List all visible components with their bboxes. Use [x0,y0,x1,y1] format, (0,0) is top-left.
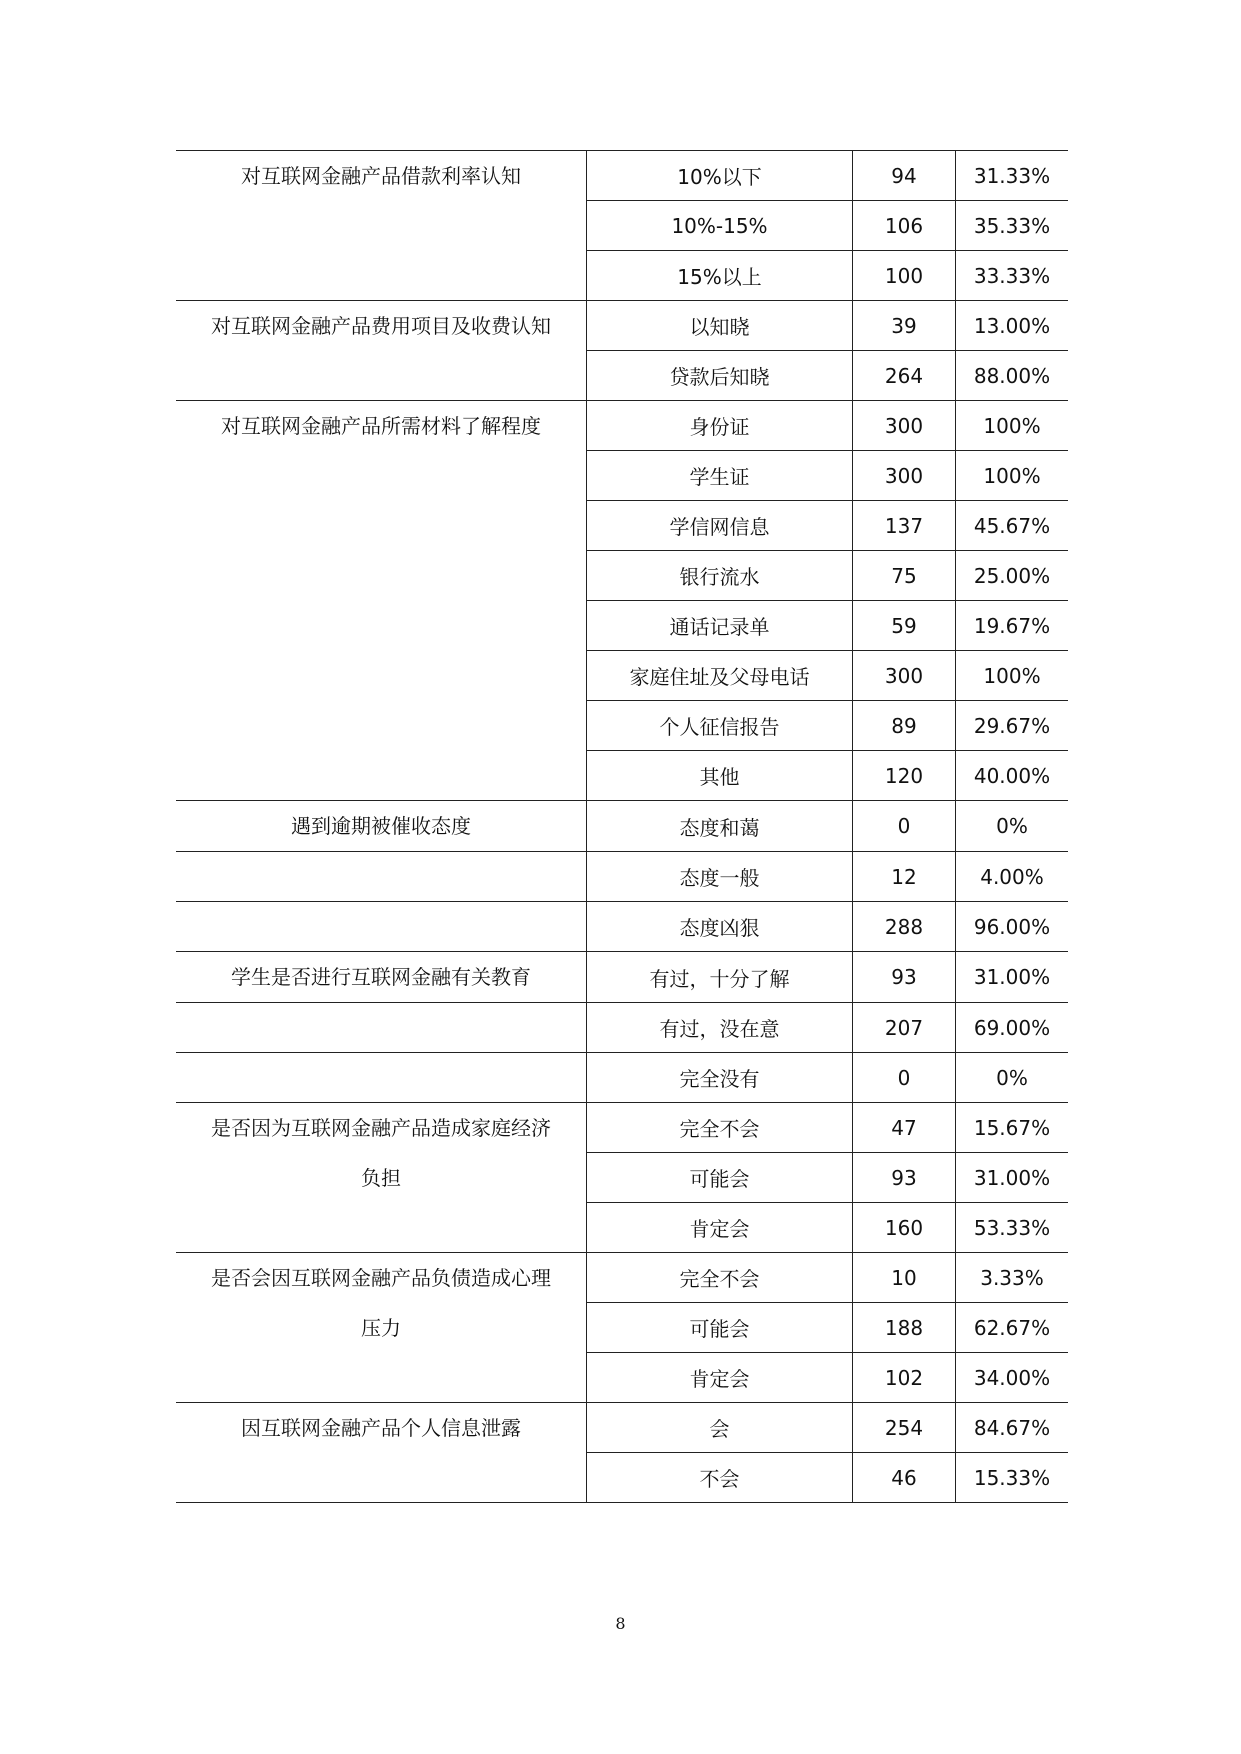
option-cell: 态度凶狠 [587,902,853,952]
percent-cell: 88.00% [956,351,1069,401]
percent-cell: 40.00% [956,751,1069,801]
count-cell: 47 [853,1103,956,1153]
count-cell: 89 [853,701,956,751]
table-row [176,1053,1068,1103]
count-cell: 0 [853,1053,956,1103]
percent-cell: 62.67% [956,1303,1069,1353]
option-cell: 贷款后知晓 [587,351,853,401]
question-cell [176,151,587,301]
percent-cell: 29.67% [956,701,1069,751]
question-text: 压力 [361,1316,401,1340]
count-cell: 264 [853,351,956,401]
question-cell [176,1403,587,1503]
count-cell: 300 [853,401,956,451]
percent-cell: 33.33% [956,251,1069,301]
option-cell: 可能会 [587,1303,853,1353]
option-cell: 身份证 [587,401,853,451]
option-cell: 肯定会 [587,1353,853,1403]
percent-cell: 15.67% [956,1103,1069,1153]
count-cell: 188 [853,1303,956,1353]
percent-cell: 100% [956,401,1069,451]
option-cell: 完全没有 [587,1053,853,1103]
question-text: 对互联网金融产品费用项目及收费认知 [211,314,551,338]
count-cell: 207 [853,1003,956,1053]
count-cell: 160 [853,1203,956,1253]
percent-cell: 100% [956,451,1069,501]
table-row [176,1403,1068,1453]
option-cell: 可能会 [587,1153,853,1203]
count-cell: 93 [853,952,956,1003]
question-text: 遇到逾期被催收态度 [291,814,471,838]
percent-cell: 35.33% [956,201,1069,251]
percent-cell: 34.00% [956,1353,1069,1403]
option-cell: 完全不会 [587,1253,853,1303]
option-cell: 有过，十分了解 [587,952,853,1003]
page-number: 8 [615,1614,626,1633]
count-cell: 100 [853,251,956,301]
option-cell: 学信网信息 [587,501,853,551]
option-cell: 银行流水 [587,551,853,601]
empty-question-cell [176,1003,587,1053]
count-cell: 254 [853,1403,956,1453]
count-cell: 59 [853,601,956,651]
question-text: 对互联网金融产品所需材料了解程度 [221,414,541,438]
percent-cell: 53.33% [956,1203,1069,1253]
question-text: 负担 [361,1166,401,1190]
question-cell [176,401,587,801]
count-cell: 102 [853,1353,956,1403]
count-cell: 137 [853,501,956,551]
question-text: 对互联网金融产品借款利率认知 [241,164,521,188]
count-cell: 300 [853,451,956,501]
survey-results-table [176,150,1068,1503]
count-cell: 10 [853,1253,956,1303]
table-row [176,1253,1068,1303]
percent-cell: 69.00% [956,1003,1069,1053]
percent-cell: 0% [956,801,1069,852]
question-text: 因互联网金融产品个人信息泄露 [241,1416,521,1440]
option-cell: 态度一般 [587,852,853,902]
option-cell: 家庭住址及父母电话 [587,651,853,701]
option-cell: 10%-15% [587,201,853,251]
percent-cell: 31.33% [956,151,1069,201]
count-cell: 46 [853,1453,956,1503]
empty-question-cell [176,902,587,952]
empty-question-cell [176,852,587,902]
count-cell: 75 [853,551,956,601]
count-cell: 0 [853,801,956,852]
question-cell [176,1103,587,1253]
option-cell: 以知晓 [587,301,853,351]
count-cell: 94 [853,151,956,201]
count-cell: 300 [853,651,956,701]
option-cell: 态度和蔼 [587,801,853,852]
percent-cell: 4.00% [956,852,1069,902]
percent-cell: 25.00% [956,551,1069,601]
percent-cell: 13.00% [956,301,1069,351]
question-cell [176,801,587,852]
table-row [176,1103,1068,1153]
option-cell: 15%以上 [587,251,853,301]
question-text: 是否因为互联网金融产品造成家庭经济 [211,1116,551,1140]
count-cell: 106 [853,201,956,251]
table-row [176,301,1068,351]
question-cell [176,952,587,1003]
percent-cell: 31.00% [956,952,1069,1003]
empty-question-cell [176,1053,587,1103]
question-text: 学生是否进行互联网金融有关教育 [231,965,531,989]
count-cell: 288 [853,902,956,952]
table-row [176,401,1068,451]
option-cell: 肯定会 [587,1203,853,1253]
percent-cell: 100% [956,651,1069,701]
question-cell [176,1253,587,1403]
question-text: 是否会因互联网金融产品负债造成心理 [211,1266,551,1290]
option-cell: 完全不会 [587,1103,853,1153]
table-row [176,151,1068,201]
table-row [176,902,1068,952]
option-cell: 个人征信报告 [587,701,853,751]
option-cell: 其他 [587,751,853,801]
count-cell: 39 [853,301,956,351]
percent-cell: 19.67% [956,601,1069,651]
count-cell: 120 [853,751,956,801]
percent-cell: 3.33% [956,1253,1069,1303]
count-cell: 12 [853,852,956,902]
percent-cell: 96.00% [956,902,1069,952]
option-cell: 有过，没在意 [587,1003,853,1053]
percent-cell: 84.67% [956,1403,1069,1453]
percent-cell: 31.00% [956,1153,1069,1203]
count-cell: 93 [853,1153,956,1203]
table-row [176,852,1068,902]
table-row [176,1003,1068,1053]
percent-cell: 15.33% [956,1453,1069,1503]
option-cell: 不会 [587,1453,853,1503]
question-cell [176,301,587,401]
percent-cell: 0% [956,1053,1069,1103]
table-row [176,801,1068,852]
option-cell: 10%以下 [587,151,853,201]
option-cell: 学生证 [587,451,853,501]
option-cell: 通话记录单 [587,601,853,651]
option-cell: 会 [587,1403,853,1453]
percent-cell: 45.67% [956,501,1069,551]
table-row [176,952,1068,1003]
